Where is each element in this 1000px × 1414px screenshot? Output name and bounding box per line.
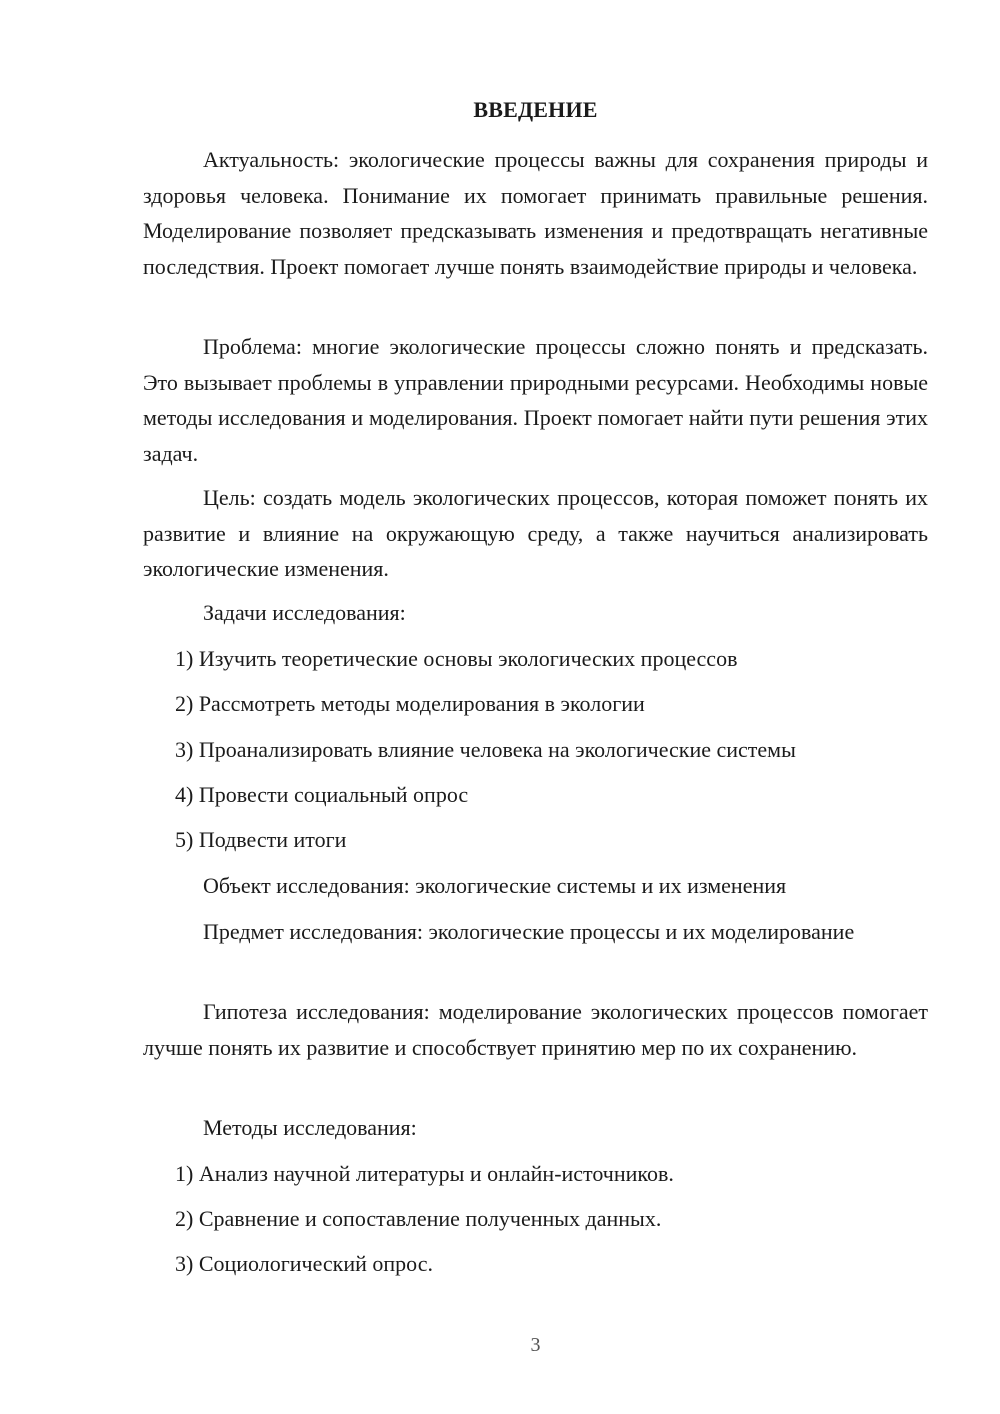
method-item: 1) Анализ научной литературы и онлайн-источников. [175, 1161, 674, 1186]
tasks-heading-block [143, 595, 928, 631]
relevance-block [143, 142, 928, 284]
research-subject: Предмет исследования: экологические процессы и их моделирование [203, 919, 855, 944]
method-item: 2) Сравнение и сопоставление полученных данных. [175, 1206, 662, 1231]
task-item: 2) Рассмотреть методы моделирования в экологии [175, 691, 645, 716]
page-number: 3 [530, 1334, 541, 1356]
task-item-2-block [143, 686, 928, 722]
goal-paragraph: Цель: создать модель экологических процессов, которая поможет понять их развитие и влияние на окружающую среду, а также научиться анализировать экологические изменения. [143, 485, 928, 581]
research-hypothesis: Гипотеза исследования: моделирование экологических процессов помогает лучше понять их развитие и способствует принятию мер по их сохранению. [143, 999, 928, 1060]
research-object: Объект исследования: экологические системы и их изменения [203, 873, 787, 898]
task-item-4-block [143, 777, 928, 813]
task-item-3-block [143, 732, 928, 768]
task-item: 3) Проанализировать влияние человека на экологические системы [175, 737, 796, 762]
task-item-1-block [143, 641, 928, 677]
problem-block [143, 329, 928, 471]
page-title: ВВЕДЕНИЕ [473, 97, 598, 122]
goal-block [143, 480, 928, 587]
task-item: 1) Изучить теоретические основы экологических процессов [175, 646, 738, 671]
problem-paragraph: Проблема: многие экологические процессы сложно понять и предсказать. Это вызывает проблемы в управлении природными ресурсами. Необходимы новые методы исследования и моделирования. Проект помогает найти пути решения этих задач. [143, 334, 928, 466]
method-item: 3) Социологический опрос. [175, 1251, 433, 1276]
methods-heading-block [143, 1110, 928, 1146]
relevance-paragraph: Актуальность: экологические процессы важны для сохранения природы и здоровья человека. Понимание их помогает принимать правильные решения. Моделирование позволяет предсказывать изменения и предотвращать негативные последствия. Проект помогает лучше понять взаимодействие природы и человека. [143, 147, 928, 279]
task-item: 4) Провести социальный опрос [175, 782, 469, 807]
method-item-3-block [143, 1246, 928, 1282]
tasks-heading: Задачи исследования: [203, 600, 406, 625]
subject-block [143, 914, 928, 950]
method-item-1-block [143, 1156, 928, 1192]
object-block [143, 868, 928, 904]
document-page [143, 0, 928, 1414]
methods-heading: Методы исследования: [203, 1115, 417, 1140]
task-item: 5) Подвести итоги [175, 827, 347, 852]
task-item-5-block [143, 822, 928, 858]
method-item-2-block [143, 1201, 928, 1237]
hypothesis-block [143, 994, 928, 1065]
